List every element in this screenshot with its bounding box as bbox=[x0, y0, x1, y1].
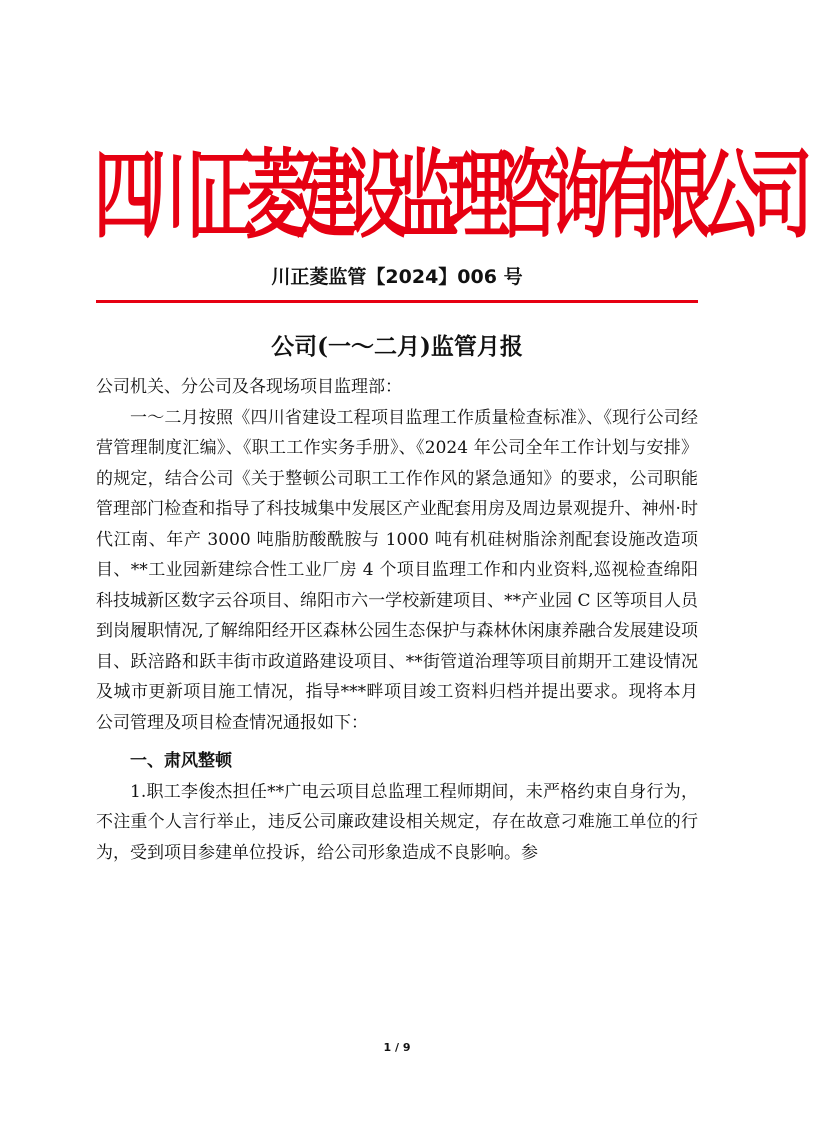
letterhead-char: 公 bbox=[700, 138, 763, 252]
letterhead-char: 设 bbox=[346, 138, 409, 252]
letterhead-char: 川 bbox=[144, 138, 207, 252]
document-number: 川正菱监管【2024】006 号 bbox=[271, 266, 523, 288]
salutation: 公司机关、分公司及各现场项目监理部： bbox=[96, 377, 402, 397]
letterhead-char: 建 bbox=[296, 138, 359, 252]
letterhead-char: 司 bbox=[750, 138, 813, 252]
letterhead-char: 理 bbox=[447, 138, 510, 252]
page-number: 1 / 9 bbox=[383, 1041, 411, 1054]
section-heading-rectification: 一、肃风整顿 bbox=[130, 751, 232, 771]
letterhead-char: 菱 bbox=[245, 138, 308, 252]
letterhead-char: 询 bbox=[548, 138, 611, 252]
paragraph-section1-item1: 1.职工李俊杰担任**广电云项目总监理工程师期间，未严格约束自身行为，不注重个人言行举止，违反公司廉政建设相关规定，存在故意刁难施工单位的行为，受到项目参建单位投诉，给公司形象造成不良影响。参 bbox=[96, 781, 698, 863]
letterhead-char: 限 bbox=[649, 138, 712, 252]
letterhead-char: 监 bbox=[397, 138, 460, 252]
header-red-divider bbox=[96, 300, 698, 303]
report-title: 公司(一～二月)监管月报 bbox=[271, 333, 523, 360]
report-body bbox=[96, 372, 698, 868]
company-letterhead bbox=[94, 109, 813, 283]
letterhead-char: 咨 bbox=[498, 138, 561, 252]
letterhead-char: 四 bbox=[94, 138, 157, 252]
letterhead-char: 正 bbox=[195, 138, 258, 252]
letterhead-char: 有 bbox=[599, 138, 662, 252]
paragraph-intro: 一～二月按照《四川省建设工程项目监理工作质量检查标准》、《现行公司经营管理制度汇编》、《职工工作实务手册》、《2024 年公司全年工作计划与安排》的规定，结合公司《关于整顿公司职工工作作风的紧急通知》的要求，公司职能管理部门检查和指导了科技城集中发展区产业配套用房及周边景观提升、神州·时代江南、年产 3000 吨脂肪酸酰胺与 1000 吨有机硅树脂涂剂配套设施改造项目、**工业园新建综合性工业厂房 4 个项目监理工作和内业资料,巡视检查绵阳科技城新区数字云谷项目、绵阳市六一学校新建项目、**产业园 C 区等项目人员到岗履职情况,了解绵阳经开区森林公园生态保护与森林休闲康养融合发展建设项目、跃涪路和跃丰街市政道路建设项目、**街管道治理等项目前期开工建设情况及城市更新项目施工情况，指导***畔项目竣工资料归档并提出要求。现将本月公司管理及项目检查情况通报如下： bbox=[96, 407, 698, 733]
